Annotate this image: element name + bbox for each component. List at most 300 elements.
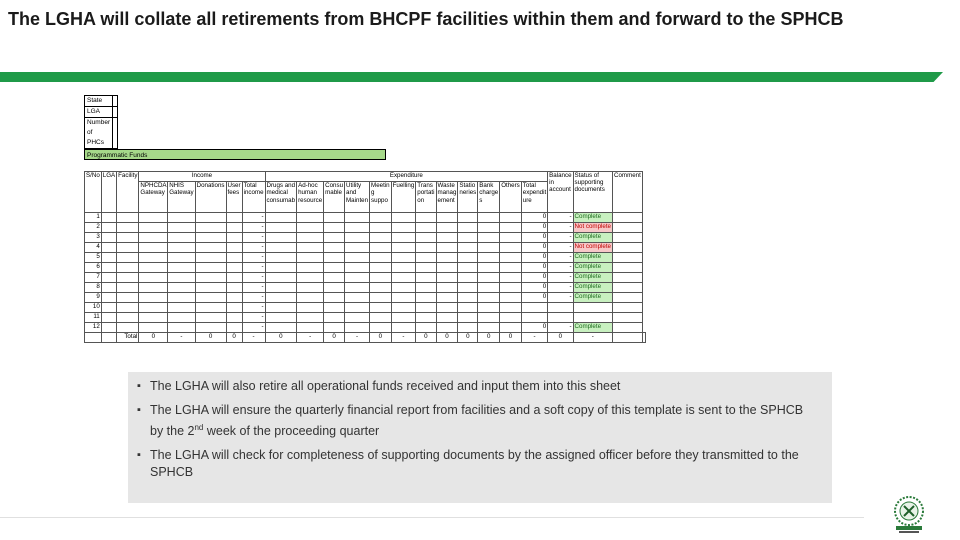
row-expenditure [391,283,416,293]
row-comment [613,223,643,233]
row-income [226,303,242,313]
row-income [195,273,226,283]
row-balance [548,313,573,323]
total-value: 0 [458,333,478,343]
row-expenditure [478,253,500,263]
row-total-income: - [242,323,265,333]
row-lga [101,273,116,283]
row-total-income: - [242,213,265,223]
table-row [85,263,646,273]
row-expenditure [265,283,297,293]
row-facility [117,233,139,243]
row-status-badge: Complete [573,323,612,333]
row-expenditure [416,213,436,223]
row-expenditure [500,313,522,323]
accent-bar [0,72,943,82]
row-comment [613,323,643,333]
retirement-table [84,171,646,343]
row-expenditure [436,223,458,233]
row-total-expenditure: 0 [521,253,547,263]
row-expenditure [370,283,392,293]
row-facility [117,303,139,313]
row-facility [117,243,139,253]
row-income [226,273,242,283]
row-expenditure [500,263,522,273]
row-expenditure [265,273,297,283]
row-expenditure [416,303,436,313]
row-total-expenditure: 0 [521,243,547,253]
row-expenditure [436,233,458,243]
row-lga [101,283,116,293]
row-comment [613,293,643,303]
row-expenditure [458,283,478,293]
row-expenditure [265,323,297,333]
info-value [113,96,118,107]
row-income [226,263,242,273]
row-expenditure [416,263,436,273]
row-expenditure [324,323,345,333]
row-expenditure [391,273,416,283]
row-status-badge: Complete [573,283,612,293]
total-value: 0 [195,333,226,343]
row-expenditure [345,243,370,253]
row-income [139,233,168,243]
header-expenditure-col: Bank charge s [478,182,500,213]
row-expenditure [265,243,297,253]
row-facility [117,283,139,293]
row-income [226,223,242,233]
note-text: The LGHA will check for completeness of supporting documents by the assigned officer before they transmitted to the SPHCB [150,448,799,480]
row-facility [117,323,139,333]
row-status-badge: Not complete [573,243,612,253]
info-value [113,118,118,149]
table-row [85,223,646,233]
row-expenditure [478,293,500,303]
row-lga [101,323,116,333]
row-total-income: - [242,263,265,273]
header-expenditure-col: Statio neries [458,182,478,213]
row-expenditure [345,253,370,263]
row-expenditure [500,303,522,313]
row-expenditure [500,323,522,333]
row-expenditure [458,253,478,263]
row-expenditure [324,273,345,283]
row-expenditure [324,223,345,233]
row-expenditure [436,313,458,323]
row-expenditure [391,313,416,323]
row-comment [613,233,643,243]
row-balance: - [548,293,573,303]
row-comment [613,243,643,253]
row-expenditure [500,243,522,253]
row-balance: - [548,223,573,233]
row-expenditure [324,283,345,293]
row-expenditure [500,213,522,223]
row-total-income: - [242,283,265,293]
row-expenditure [500,283,522,293]
table-row [85,303,646,313]
row-income [195,243,226,253]
row-expenditure [416,243,436,253]
row-expenditure [370,263,392,273]
row-expenditure [324,243,345,253]
row-income [195,213,226,223]
row-expenditure [478,213,500,223]
row-income [139,323,168,333]
header-income-col: NHIS Gateway [168,182,195,213]
row-expenditure [416,323,436,333]
row-lga [101,303,116,313]
row-expenditure [265,263,297,273]
note-item [137,402,812,440]
total-value: 0 [436,333,458,343]
row-comment [613,313,643,323]
header-expenditure-col: Total expendit ure [521,182,547,213]
row-status-badge [573,303,612,313]
header-expenditure-col: Meetin g suppo [370,182,392,213]
row-expenditure [458,263,478,273]
row-expenditure [416,273,436,283]
total-value: - [573,333,612,343]
total-blank [101,333,116,343]
row-expenditure [324,303,345,313]
row-income [168,233,195,243]
row-total-expenditure [521,303,547,313]
notes-box [128,372,832,503]
table-row [85,313,646,323]
row-expenditure [416,313,436,323]
row-expenditure [297,243,324,253]
row-expenditure [345,213,370,223]
table-row [85,323,646,333]
row-expenditure [436,273,458,283]
total-value: - [345,333,370,343]
row-status-badge: Not complete [573,223,612,233]
header-facility: Facility [117,172,139,213]
row-expenditure [265,253,297,263]
total-value: 0 [478,333,500,343]
row-expenditure [436,243,458,253]
row-lga [101,223,116,233]
row-income [195,303,226,313]
row-income [139,283,168,293]
row-expenditure [458,313,478,323]
row-income [168,323,195,333]
total-blank [85,333,102,343]
row-expenditure [324,213,345,223]
row-expenditure [416,223,436,233]
row-income [168,293,195,303]
row-expenditure [458,243,478,253]
row-facility [117,223,139,233]
row-expenditure [391,213,416,223]
row-income [139,263,168,273]
row-expenditure [416,283,436,293]
row-total-expenditure: 0 [521,233,547,243]
row-income [168,223,195,233]
row-lga [101,233,116,243]
info-label: State [85,96,113,107]
row-expenditure [297,273,324,283]
row-status-badge: Complete [573,213,612,223]
row-expenditure [345,303,370,313]
row-expenditure [297,253,324,263]
row-total-income: - [242,253,265,263]
row-expenditure [478,283,500,293]
row-income [139,273,168,283]
row-expenditure [297,223,324,233]
row-income [168,283,195,293]
row-expenditure [391,243,416,253]
row-income [168,313,195,323]
row-facility [117,213,139,223]
row-income [139,243,168,253]
total-value: - [242,333,265,343]
header-expenditure-col: Fuelling [391,182,416,213]
row-total-income: - [242,233,265,243]
row-expenditure [297,293,324,303]
row-expenditure [345,283,370,293]
row-number: 1 [85,213,102,223]
slide-title: The LGHA will collate all retirements from BHCPF facilities within them and forward to the SPHCB [8,9,844,29]
row-expenditure [345,273,370,283]
row-comment [613,253,643,263]
row-total-income: - [242,303,265,313]
row-expenditure [345,233,370,243]
header-comment: Comment [613,172,643,213]
header-sn: S/No [85,172,102,213]
total-value: - [521,333,547,343]
row-expenditure [458,273,478,283]
header-expenditure-col: Utility and Mainten [345,182,370,213]
row-number: 12 [85,323,102,333]
header-expenditure-col: Waste manag ement [436,182,458,213]
row-total-income: - [242,313,265,323]
info-row-lga [85,107,118,118]
row-expenditure [265,233,297,243]
info-table [84,95,118,149]
total-value: 0 [500,333,522,343]
row-expenditure [391,293,416,303]
table-row [85,283,646,293]
row-expenditure [436,213,458,223]
coat-of-arms-logo-icon [890,493,928,537]
row-income [195,293,226,303]
row-expenditure [436,253,458,263]
row-expenditure [478,223,500,233]
row-income [226,233,242,243]
row-expenditure [370,223,392,233]
info-label: Number of PHCs [85,118,113,149]
row-number: 4 [85,243,102,253]
row-expenditure [370,273,392,283]
row-total-income: - [242,223,265,233]
total-value: 0 [139,333,168,343]
total-blank [613,333,643,343]
row-facility [117,293,139,303]
row-expenditure [391,303,416,313]
header-expenditure-col: Consu mable [324,182,345,213]
note-superscript: nd [194,423,204,432]
row-expenditure [458,323,478,333]
row-expenditure [345,323,370,333]
row-total-expenditure: 0 [521,283,547,293]
note-item [137,378,812,395]
row-expenditure [345,313,370,323]
row-income [168,273,195,283]
header-balance: Balance in account [548,172,573,213]
row-balance: - [548,323,573,333]
header-expenditure-col: Trans portati on [416,182,436,213]
row-total-income: - [242,243,265,253]
row-income [139,313,168,323]
row-expenditure [478,273,500,283]
row-expenditure [345,263,370,273]
row-lga [101,213,116,223]
row-expenditure [478,313,500,323]
row-expenditure [370,303,392,313]
row-total-income: - [242,293,265,303]
total-value: 0 [226,333,242,343]
header-expenditure: Expenditure [265,172,548,182]
table-row [85,273,646,283]
row-expenditure [370,253,392,263]
row-income [226,323,242,333]
row-comment [613,303,643,313]
row-expenditure [458,213,478,223]
row-expenditure [500,293,522,303]
row-income [195,283,226,293]
table-total-row [85,333,646,343]
row-lga [101,293,116,303]
row-expenditure [297,233,324,243]
row-expenditure [324,293,345,303]
row-expenditure [265,213,297,223]
header-income-col: NPHCDA Gateway [139,182,168,213]
header-expenditure-col: Drugs and medical consumab [265,182,297,213]
row-facility [117,253,139,263]
table-header-row [85,172,646,182]
total-value: 0 [324,333,345,343]
row-expenditure [297,213,324,223]
row-status-badge: Complete [573,263,612,273]
row-expenditure [345,223,370,233]
row-number: 7 [85,273,102,283]
row-expenditure [370,243,392,253]
row-expenditure [324,253,345,263]
info-label: LGA [85,107,113,118]
row-expenditure [478,323,500,333]
total-blank [642,333,645,343]
row-income [139,213,168,223]
row-number: 3 [85,233,102,243]
row-expenditure [416,233,436,243]
row-income [226,243,242,253]
row-income [195,313,226,323]
header-expenditure-col: Others [500,182,522,213]
row-expenditure [458,223,478,233]
row-expenditure [436,303,458,313]
table-row [85,243,646,253]
row-expenditure [370,233,392,243]
row-expenditure [370,213,392,223]
header-income-col: Total income [242,182,265,213]
row-balance: - [548,273,573,283]
row-income [195,253,226,263]
row-balance [548,303,573,313]
row-total-expenditure: 0 [521,263,547,273]
row-lga [101,253,116,263]
row-expenditure [391,263,416,273]
header-income-col: User fees [226,182,242,213]
row-expenditure [500,253,522,263]
table-row [85,213,646,223]
row-income [195,323,226,333]
row-status-badge: Complete [573,253,612,263]
row-number: 5 [85,253,102,263]
row-expenditure [391,233,416,243]
header-income: Income [139,172,265,182]
row-total-expenditure [521,313,547,323]
row-lga [101,313,116,323]
row-income [168,303,195,313]
row-expenditure [500,273,522,283]
row-total-expenditure: 0 [521,323,547,333]
row-balance: - [548,283,573,293]
row-expenditure [436,263,458,273]
row-comment [613,263,643,273]
note-text: The LGHA will also retire all operational funds received and input them into this sheet [150,379,621,393]
row-income [139,223,168,233]
row-expenditure [265,223,297,233]
row-comment [613,273,643,283]
note-text: The LGHA will ensure the quarterly financial report from facilities and a soft copy of this template is sent to the SPHCB by the 2 [150,403,804,439]
row-expenditure [297,313,324,323]
row-expenditure [370,313,392,323]
total-value: 0 [416,333,436,343]
note-text: week of the proceeding quarter [203,424,380,439]
header-income-col: Donations [195,182,226,213]
header-expenditure-col: Ad-hoc human resource [297,182,324,213]
row-total-expenditure: 0 [521,223,547,233]
row-expenditure [370,293,392,303]
row-balance: - [548,243,573,253]
programmatic-funds-label: Programmatic Funds [84,149,386,160]
row-expenditure [478,263,500,273]
footer-divider [0,517,864,518]
row-expenditure [458,233,478,243]
row-balance: - [548,253,573,263]
note-item [137,447,812,481]
total-value: - [168,333,195,343]
row-expenditure [458,303,478,313]
row-expenditure [297,303,324,313]
row-expenditure [436,293,458,303]
row-expenditure [416,293,436,303]
row-number: 8 [85,283,102,293]
row-expenditure [324,263,345,273]
row-number: 6 [85,263,102,273]
row-income [168,243,195,253]
row-facility [117,263,139,273]
total-label: Total [117,333,139,343]
header-status: Status of supporting documents [573,172,612,213]
row-income [139,303,168,313]
total-value: 0 [370,333,392,343]
row-expenditure [500,223,522,233]
table-row [85,293,646,303]
row-expenditure [370,323,392,333]
